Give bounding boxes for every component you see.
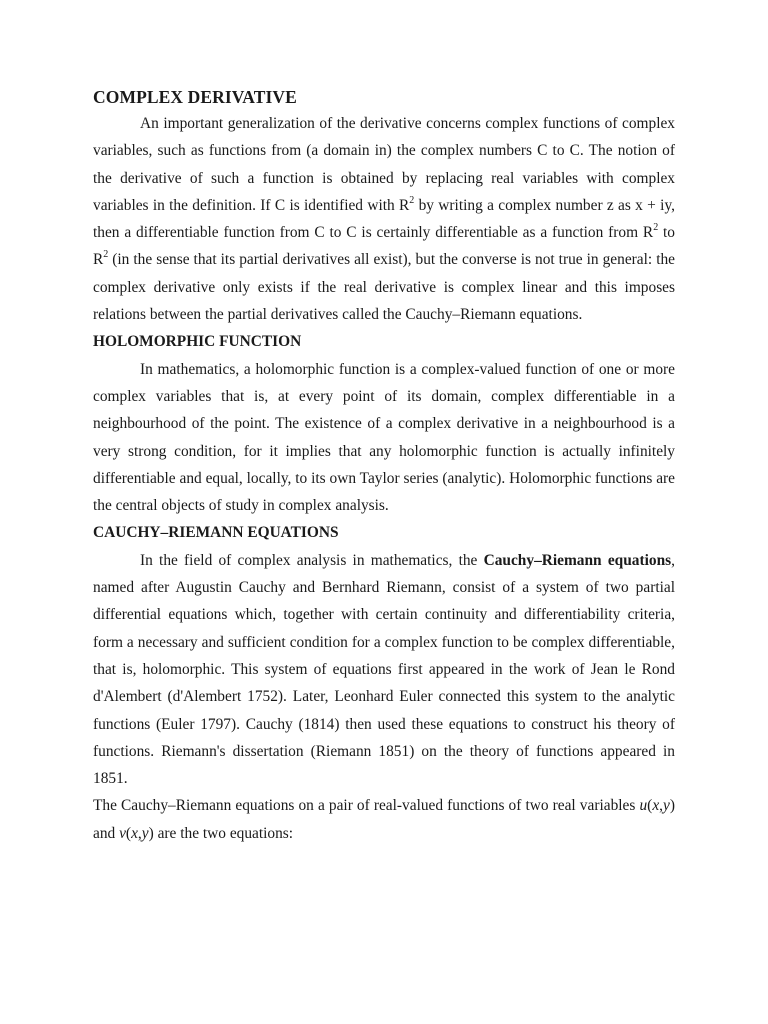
var-y: y <box>663 797 670 815</box>
text-run: (in the sense that its partial derivatives all exist), but the converse is not true in general: the complex derivative only exists if the real derivative is complex linear and this imposes relations between the partial derivatives called the Cauchy–Riemann equations. <box>93 251 675 324</box>
punct: ( <box>647 797 653 815</box>
superscript: 2 <box>653 222 659 234</box>
heading-complex-derivative: COMPLEX DERIVATIVE <box>93 87 297 107</box>
var-v: v <box>119 824 126 842</box>
heading-cauchy-riemann: CAUCHY–RIEMANN EQUATIONS <box>93 524 339 542</box>
paragraph-equations-intro <box>93 792 675 847</box>
punct: , <box>659 797 664 815</box>
punct: ( <box>125 824 132 842</box>
superscript: 2 <box>103 249 109 261</box>
text-run: In the field of complex analysis in mathematics, the <box>140 551 484 569</box>
text-run: , named after Augustin Cauchy and Bernhard Riemann, consist of a system of two partial differential equations which, together with certain continuity and differentiability criteria, form a necessary and sufficient condition for a complex function to be complex differentiable, that is, holomorphic. This system of equations first appeared in the work of Jean le Rond d'Alembert (d'Alembert 1752). Later, Leonhard Euler connected this system to the analytic functions (Euler 1797). Cauchy (1814) then used these equations to construct his theory of functions. Riemann's dissertation (Riemann 1851) on the theory of functions appeared in 1851. <box>93 551 675 788</box>
paragraph-holomorphic: In mathematics, a holomorphic function is a complex-valued function of one or more complex variables that is, at every point of its domain, complex differentiable in a neighbourhood of the point. The existence of a complex derivative in a neighbourhood is a very strong condition, for it implies that any holomorphic function is actually infinitely differentiable and equal, locally, to its own Taylor series (analytic). Holomorphic functions are the central objects of study in complex analysis. <box>93 360 675 515</box>
text-run: An important generalization of the derivative concerns complex functions of complex variables, such as functions from (a domain in) the complex numbers C to C. The notion of the derivative of such a function is obtained by replacing real variables with complex variables in the definition. If C is identified with R <box>93 115 675 214</box>
text-run: by writing a complex number z as x + iy, then a differentiable function from C to C is certainly differentiable as a function from R <box>93 196 676 242</box>
punct: , <box>137 824 142 842</box>
punct: ) <box>148 824 154 842</box>
var-x: x <box>652 797 660 815</box>
var-u: u <box>639 797 648 815</box>
text-run: The Cauchy–Riemann equations on a pair of real-valued functions of two real variables <box>93 797 640 815</box>
paragraph-cauchy-riemann <box>93 547 675 793</box>
punct: ) <box>669 797 675 815</box>
superscript: 2 <box>409 194 415 206</box>
bold-term: Cauchy–Riemann equations <box>483 551 672 569</box>
paragraph-complex-derivative <box>93 110 675 328</box>
var-y: y <box>141 824 149 842</box>
text-run: and <box>93 824 120 842</box>
heading-holomorphic-function: HOLOMORPHIC FUNCTION <box>93 333 302 351</box>
text-run: to R <box>93 224 676 269</box>
var-x: x <box>131 824 138 842</box>
text-run: are the two equations: <box>153 824 294 842</box>
